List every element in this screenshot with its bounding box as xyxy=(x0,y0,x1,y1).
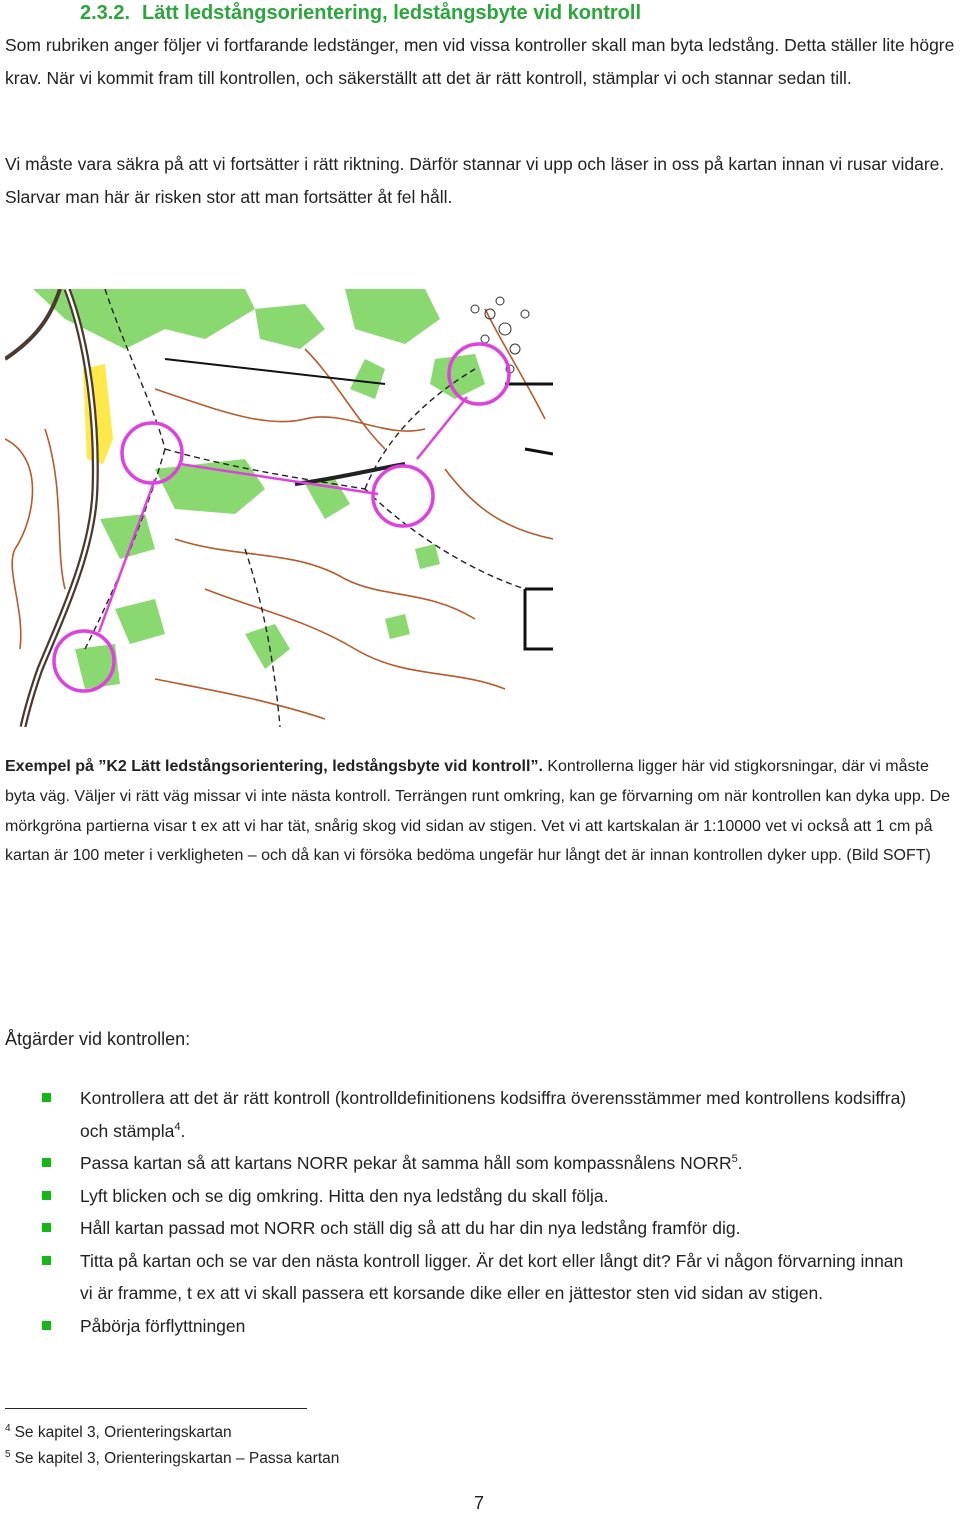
list-item: Lyft blicken och se dig omkring. Hitta den nya ledstång du skall följa. xyxy=(0,1180,920,1213)
bullet-square-icon xyxy=(42,1256,51,1265)
footnote-separator xyxy=(5,1408,307,1409)
list-item: Påbörja förflyttningen xyxy=(0,1310,920,1343)
orienteering-map-image xyxy=(5,289,553,727)
list-item: Håll kartan passad mot NORR och ställ dig så att du har din nya ledstång framför dig. xyxy=(0,1212,920,1245)
list-item: Titta på kartan och se var den nästa kontroll ligger. Är det kort eller långt dit? Får vi någon förvarning innan vi är framme, t ex att vi skall passera ett korsande dike eller en jättestor sten vid sidan av stigen. xyxy=(0,1245,920,1310)
bullet-square-icon xyxy=(42,1191,51,1200)
intro-paragraph-2: Vi måste vara säkra på att vi fortsätter i rätt riktning. Därför stannar vi upp och läser in oss på kartan innan vi rusar vidare. Slarvar man här är risken stor att man fortsätter åt fel håll. xyxy=(5,154,945,207)
actions-heading: Åtgärder vid kontrollen: xyxy=(5,1029,191,1049)
section-number: 2.3.2. xyxy=(80,2,131,24)
actions-list xyxy=(0,1082,960,1342)
bullet-square-icon xyxy=(42,1223,51,1232)
footnote-5: $^5$ Se kapitel 3, Orienteringskartan – Passa kartan xyxy=(5,1448,340,1467)
intro-paragraph-1: Som rubriken anger följer vi fortfarande ledstänger, men vid vissa kontroller skall man byta ledstång. Detta ställer lite högre krav. När vi kommit fram till kontrollen, och säkerställt att det är rätt kontroll, stämplar vi och stannar sedan till. xyxy=(5,35,955,88)
footnote-4: $^4$ Se kapitel 3, Orienteringskartan xyxy=(5,1422,232,1441)
list-item: Passa kartan så att kartans NORR pekar åt samma håll som kompassnålens NORR$^5$. xyxy=(0,1147,920,1180)
bullet-square-icon xyxy=(42,1093,51,1102)
page-number: 7 xyxy=(474,1493,485,1513)
caption-text: Kontrollerna ligger här vid stigkorsningar, där vi måste byta väg. Väljer vi rätt väg missar vi inte nästa kontroll. Terrängen runt omkring, kan ge förvarning om när kontrollen kan dyka upp. De mörkgröna partierna visar t ex att vi har tät, snårig skog vid sidan av stigen. Vet vi att kartskalan är 1:10000 vet vi också att 1 cm på kartan är 100 meter i verkligheten – och då kan vi försöka bedöma ungefär hur långt det är innan kontrollen dyker upp. (Bild SOFT) xyxy=(5,758,951,865)
figure-caption xyxy=(5,752,955,871)
bullet-square-icon xyxy=(42,1158,51,1167)
section-title: Lätt ledstångsorientering, ledstångsbyte vid kontroll xyxy=(142,2,642,24)
section-heading xyxy=(80,2,641,25)
bullet-square-icon xyxy=(42,1321,51,1330)
list-item: Kontrollera att det är rätt kontroll (kontrolldefinitionens kodsiffra överensstämmer med kontrollens kodsiffra) och stämpla$^4$. xyxy=(0,1082,920,1147)
caption-title: Exempel på ”K2 Lätt ledstångsorientering, ledstångsbyte vid kontroll”. xyxy=(5,758,543,775)
